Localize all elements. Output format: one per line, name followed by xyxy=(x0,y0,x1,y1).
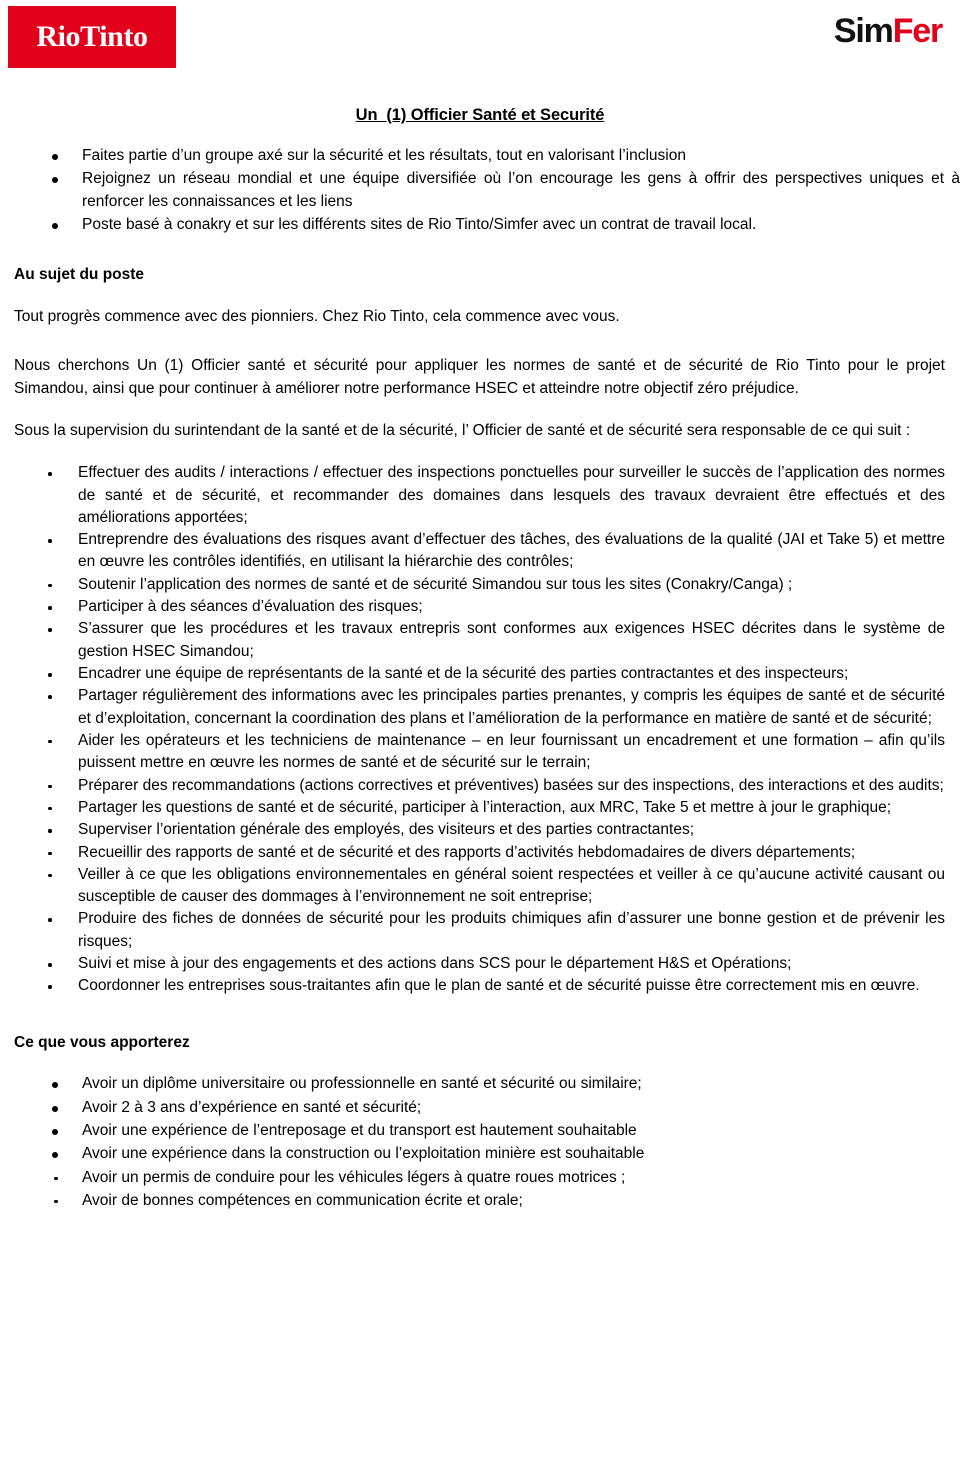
list-item: Avoir une expérience dans la construction ou l’exploitation minière est souhaitable xyxy=(82,1143,960,1165)
list-item: Suivi et mise à jour des engagements et des actions dans SCS pour le département H&S et Opérations; xyxy=(78,953,945,975)
about-paragraph-1: Tout progrès commence avec des pionniers. Chez Rio Tinto, cela commence avec vous. xyxy=(14,307,620,325)
list-item: Veiller à ce que les obligations environnementales en général soient respectées et veiller à ce qu’aucune activité causant ou susceptible de causer des dommages à l’environnement ne soit entreprise; xyxy=(78,864,945,909)
spacer xyxy=(14,328,945,355)
about-paragraph-2: Nous cherchons Un (1) Officier santé et sécurité pour appliquer les normes de santé et de sécurité de Rio Tinto pour le projet Simandou, ainsi que pour continuer à améliorer notre performance HSEC et atteindre notre objectif zéro préjudice. xyxy=(14,357,945,397)
list-item: Avoir un diplôme universitaire ou professionnelle en santé et sécurité ou similaire; xyxy=(82,1073,960,1095)
list-item: Poste basé à conakry et sur les différents sites de Rio Tinto/Simfer avec un contrat de travail local. xyxy=(82,214,960,236)
requirements-heading: Ce que vous apporterez xyxy=(14,1033,190,1051)
list-item: Partager régulièrement des informations avec les principales parties prenantes, y compris les équipes de santé et de sécurité et d’exploitation, concernant la coordination des plans et l’amélioration de la performance en matière de santé et de sécurité; xyxy=(78,685,945,730)
list-item: Avoir un permis de conduire pour les véhicules légers à quatre roues motrices ; xyxy=(82,1167,960,1189)
simfer-logo xyxy=(834,14,942,48)
spacer xyxy=(0,237,960,264)
list-item: Superviser l’orientation générale des employés, des visiteurs et des parties contractantes; xyxy=(78,819,945,841)
list-item: Effectuer des audits / interactions / effectuer des inspections ponctuelles pour surveiller le succès de l’application des normes de santé et de sécurité, et recommander des domaines dans lesquels des travaux devraient être effectués et des améliorations apportées; xyxy=(78,462,945,529)
riotinto-logo xyxy=(8,6,176,68)
requirements-list xyxy=(0,1073,960,1212)
spacer xyxy=(14,286,945,306)
list-item: Partager les questions de santé et de sécurité, participer à l’interaction, aux MRC, Take 5 et mettre à jour le graphique; xyxy=(78,797,945,819)
list-item: Faites partie d’un groupe axé sur la sécurité et les résultats, tout en valorisant l’inclusion xyxy=(82,145,960,167)
about-paragraph-3: Sous la supervision du surintendant de la santé et de la sécurité, l’ Officier de santé et de sécurité sera responsable de ce qui suit : xyxy=(14,421,911,439)
list-item: Préparer des recommandations (actions correctives et préventives) basées sur des inspections, des interactions et des audits; xyxy=(78,775,945,797)
list-item: Encadrer une équipe de représentants de la santé et de la sécurité des parties contractantes et des inspecteurs; xyxy=(78,663,945,685)
list-item: Aider les opérateurs et les techniciens de maintenance – en leur fournissant un encadrement et une formation – afin qu’ils puissent mettre en œuvre les normes de santé et de sécurité sur le terrain; xyxy=(78,730,945,775)
list-item: S’assurer que les procédures et les travaux entrepris sont conformes aux exigences HSEC décrites dans le système de gestion HSEC Simandou; xyxy=(78,618,945,663)
page-title: Un (1) Officier Santé et Securité xyxy=(355,106,605,124)
riotinto-logo-text: RioTinto xyxy=(36,20,148,53)
about-heading: Au sujet du poste xyxy=(14,266,145,284)
spacer xyxy=(0,442,960,462)
list-item: Participer à des séances d’évaluation des risques; xyxy=(78,596,945,618)
spacer xyxy=(0,1053,960,1073)
list-item: Recueillir des rapports de santé et de sécurité et des rapports d’activités hebdomadaires de divers départements; xyxy=(78,842,945,864)
list-item: Produire des fiches de données de sécurité pour les produits chimiques afin d’assurer une bonne gestion et de prévenir les risques; xyxy=(78,908,945,953)
spacer xyxy=(14,400,945,420)
list-item: Avoir de bonnes compétences en communication écrite et orale; xyxy=(82,1190,960,1212)
list-item: Rejoignez un réseau mondial et une équipe diversifiée où l’on encourage les gens à offrir des perspectives uniques et à renforcer les connaissances et les liens xyxy=(82,168,960,213)
list-item: Avoir 2 à 3 ans d’expérience en santé et sécurité; xyxy=(82,1097,960,1119)
spacer xyxy=(0,125,960,145)
list-item: Coordonner les entreprises sous-traitantes afin que le plan de santé et de sécurité puisse être correctement mis en œuvre. xyxy=(78,975,945,997)
requirements-section xyxy=(0,1032,960,1054)
responsibilities-list xyxy=(0,462,960,998)
intro-bullet-list xyxy=(0,145,960,236)
list-item: Soutenir l’application des normes de santé et de sécurité Simandou sur tous les sites (Conakry/Canga) ; xyxy=(78,574,945,596)
spacer xyxy=(0,998,960,1032)
list-item: Entreprendre des évaluations des risques avant d’effectuer des tâches, des évaluations de la qualité (JAI et Take 5) et mettre en œuvre les contrôles identifiés, en utilisant la hiérarchie des contrôles; xyxy=(78,529,945,574)
about-section xyxy=(0,264,960,442)
list-item: Avoir une expérience de l’entreposage et du transport est hautement souhaitable xyxy=(82,1120,960,1142)
document-header xyxy=(0,0,960,78)
simfer-logo-sim: Sim xyxy=(833,12,893,50)
simfer-logo-fer: Fer xyxy=(892,12,942,50)
